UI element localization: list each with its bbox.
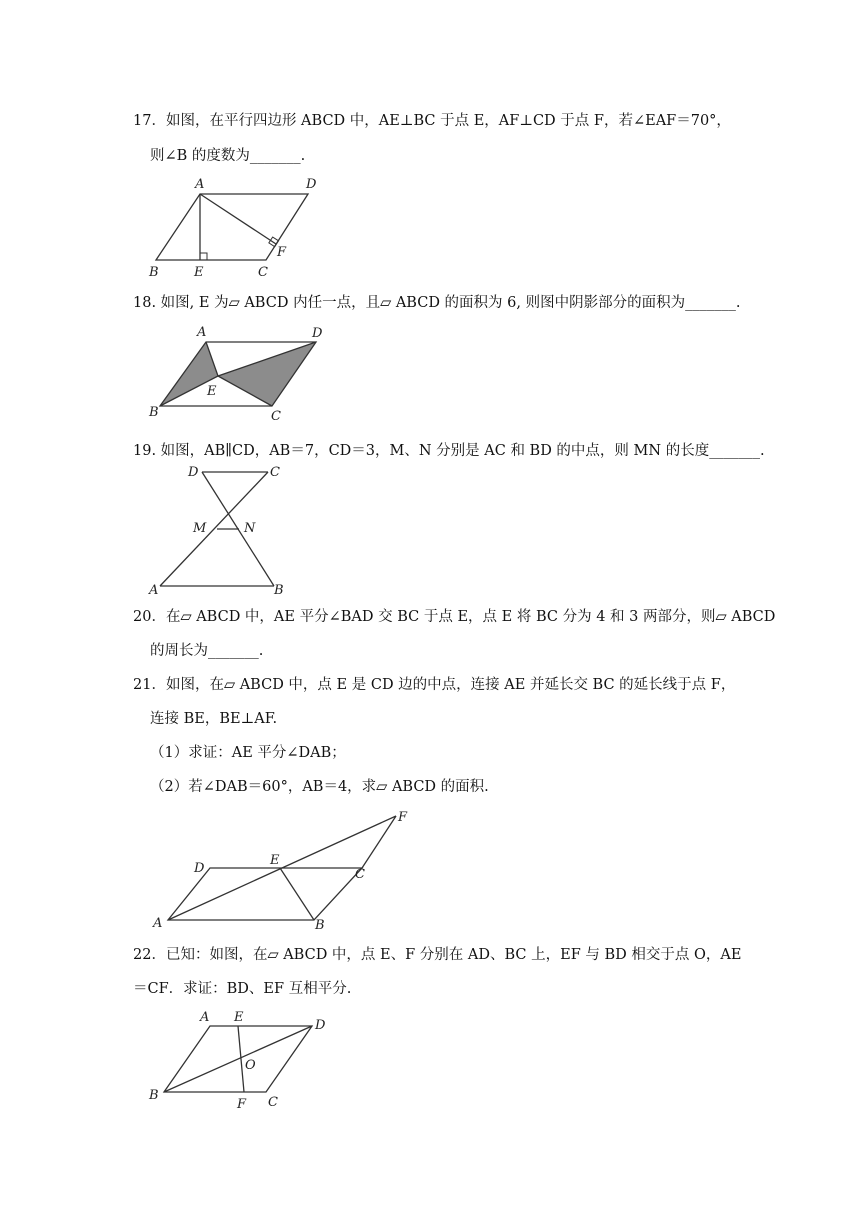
fig17-label-c: C xyxy=(258,265,268,280)
figure-19-crossing-segments xyxy=(140,458,300,600)
figure-21-parallelogram-extension xyxy=(148,804,428,932)
fig19-label-m: M xyxy=(193,521,207,536)
fig22-label-f: F xyxy=(237,1097,247,1112)
fig19-label-b: B xyxy=(274,583,284,598)
problem-19-line-1: 19. 如图，AB∥CD，AB＝7，CD＝3，M、N 分别是 AC 和 BD 的中点，则 MN 的长度_______. xyxy=(133,443,765,459)
problem-22-line-1: 22．已知：如图，在▱ ABCD 中，点 E、F 分别在 AD、BC 上，EF 与 BD 相交于点 O，AE xyxy=(133,947,742,963)
fig17-label-d: D xyxy=(306,177,317,192)
fig17-label-a: A xyxy=(195,177,205,192)
fig19-label-d: D xyxy=(188,465,199,480)
fig21-label-e: E xyxy=(270,853,280,868)
problem-21-line-2: 连接 BE，BE⊥AF. xyxy=(150,711,278,727)
problem-17-line-1: 17．如图，在平行四边形 ABCD 中，AE⊥BC 于点 E，AF⊥CD 于点 F，若∠EAF＝70°， xyxy=(133,113,731,129)
problem-18-line-1: 18. 如图, E 为▱ ABCD 内任一点，且▱ ABCD 的面积为 6, 则图中阴影部分的面积为_______. xyxy=(133,295,741,311)
fig17-label-e: E xyxy=(194,265,204,280)
figure-17-parallelogram xyxy=(140,172,340,282)
fig21-label-a: A xyxy=(153,916,163,931)
figure-22-parallelogram-bisect xyxy=(140,1004,360,1114)
fig21-label-c: C xyxy=(355,867,365,882)
fig21-label-d: D xyxy=(194,861,205,876)
figure-18-shaded-parallelogram xyxy=(140,320,340,430)
fig17-label-f: F xyxy=(277,245,287,260)
problem-22-line-2: ＝CF．求证：BD、EF 互相平分. xyxy=(133,981,352,997)
fig19-label-n: N xyxy=(244,521,256,536)
fig22-label-a: A xyxy=(200,1010,210,1025)
problem-21-part-1: （1）求证：AE 平分∠DAB； xyxy=(150,745,346,761)
fig22-label-c: C xyxy=(268,1095,278,1110)
problem-21-line-1: 21．如图，在▱ ABCD 中，点 E 是 CD 边的中点，连接 AE 并延长交 BC 的延长线于点 F， xyxy=(133,677,736,693)
problem-17-line-2: 则∠B 的度数为_______. xyxy=(150,148,306,164)
problem-21-part-2: （2）若∠DAB＝60°，AB＝4，求▱ ABCD 的面积. xyxy=(150,779,489,795)
fig22-label-o: O xyxy=(245,1058,256,1073)
fig22-label-d: D xyxy=(315,1018,326,1033)
fig19-label-c: C xyxy=(270,465,280,480)
fig21-label-b: B xyxy=(315,918,325,933)
fig21-label-f: F xyxy=(398,810,408,825)
problem-20-line-2: 的周长为_______. xyxy=(150,643,264,659)
fig18-label-b: B xyxy=(149,405,159,420)
problem-20-line-1: 20．在▱ ABCD 中，AE 平分∠BAD 交 BC 于点 E，点 E 将 BC 分为 4 和 3 两部分，则▱ ABCD xyxy=(133,609,776,625)
fig18-label-d: D xyxy=(312,326,323,341)
fig22-label-e: E xyxy=(234,1010,244,1025)
fig17-label-b: B xyxy=(149,265,159,280)
fig19-label-a: A xyxy=(149,583,159,598)
fig18-label-a: A xyxy=(197,325,207,340)
fig22-label-b: B xyxy=(149,1088,159,1103)
fig18-label-c: C xyxy=(271,409,281,424)
fig18-label-e: E xyxy=(207,384,217,399)
